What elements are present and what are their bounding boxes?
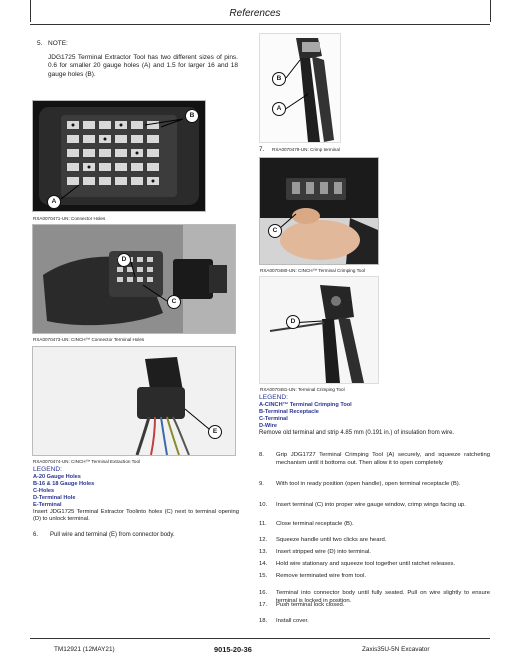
left-legend-item-c: C-Holes: [33, 488, 55, 494]
crimp-terminal-photo: [259, 33, 341, 143]
page-header-title: References: [229, 8, 281, 19]
cinch-connector-illustration: [33, 225, 235, 333]
step-number: 18.: [259, 618, 268, 624]
step-number: 17.: [259, 602, 268, 608]
left-legend-item-b: B-16 & 18 Gauge Holes: [33, 481, 95, 487]
step-number: 8.: [259, 452, 264, 458]
remove-terminal-text: Remove old terminal and strip 4.85 mm (0.191 in.) of insulation from wire.: [259, 430, 455, 436]
extraction-tool-caption: RXA0070474-UN: CINCH™ Terminal Extraction Tool: [33, 459, 141, 464]
note-number: 5.: [37, 40, 43, 47]
step-text: With tool in ready position (open handle), open terminal receptacle (B).: [276, 481, 461, 487]
step-text: Insert terminal (C) into proper wire gauge window, crimp wings facing up.: [276, 502, 466, 508]
footer-doc-id: TM12921 (12MAY21): [54, 646, 115, 653]
note-text: JDG1725 Terminal Extractor Tool has two different sizes of pins. 0.6 for smaller 20 gauge holes (A) and 1.5 for larger 16 and 18 gauge holes (B).: [48, 54, 238, 78]
step-number: 12.: [259, 537, 268, 543]
footer-divider: [30, 638, 490, 639]
footer-machine-name: Zaxis35U-5N Excavator: [362, 646, 430, 653]
step-item: [259, 537, 491, 547]
step-text: Squeeze handle until two clicks are heard.: [276, 537, 387, 543]
callout-a: A: [47, 195, 61, 209]
callout-c: C: [167, 295, 181, 309]
callout-b-crimp: B: [272, 72, 286, 86]
extraction-tool-photo: [32, 346, 236, 456]
header-divider: [30, 24, 490, 25]
callout-e: E: [208, 425, 222, 439]
step-item: [259, 549, 491, 559]
connector-holes-photo: [32, 100, 206, 212]
left-legend-item-a: A-20 Gauge Holes: [33, 474, 81, 480]
step-item: [259, 481, 491, 496]
terminal-crimping-tool-photo: [259, 276, 379, 384]
step-6-number: 6.: [33, 532, 39, 538]
left-legend-item-e: E-Terminal: [33, 502, 62, 508]
step-number: 11.: [259, 521, 267, 527]
step-6-text: Pull wire and terminal (E) from connector body.: [50, 532, 175, 538]
step-item: [259, 573, 491, 583]
callout-a-crimp: A: [272, 102, 286, 116]
step-item: [259, 521, 491, 531]
connector-holes-illustration: [33, 101, 205, 211]
crimp-terminal-illustration: [260, 34, 340, 142]
step-number: 14.: [259, 561, 268, 567]
step-text: Remove terminated wire from tool.: [276, 573, 367, 579]
step-text: Insert stripped wire (D) into terminal.: [276, 549, 371, 555]
cinch-crimping-tool-caption: RXA0070480-UN: CINCH™ Terminal Crimping Tool: [260, 268, 366, 273]
callout-d-crimp: D: [286, 315, 300, 329]
step-number: 10.: [259, 502, 268, 508]
step-item: [259, 502, 491, 517]
right-legend-item-a: A-CINCH™ Terminal Crimping Tool: [259, 402, 352, 408]
step-number: 16.: [259, 590, 268, 596]
callout-b: B: [185, 109, 199, 123]
step-number: 15.: [259, 573, 268, 579]
extraction-tool-illustration: [33, 347, 235, 455]
step-item: [259, 452, 491, 474]
step-7-number: 7.: [259, 146, 265, 153]
step-item: [259, 618, 491, 628]
step-text: Terminal into connector body until fully seated. Pull on wire slightly to ensure terminal is locked in position.: [276, 590, 490, 604]
callout-c-crimp: C: [268, 224, 282, 238]
footer-page-number: 9015-20-36: [214, 645, 252, 654]
terminal-crimping-tool-illustration: [260, 277, 378, 383]
step-text: Push terminal lock closed.: [276, 602, 345, 608]
terminal-crimping-tool-caption: RXA0070481-UN: Terminal Crimping Tool: [260, 387, 345, 392]
callout-d: D: [117, 253, 131, 267]
cinch-crimping-tool-illustration: [260, 158, 378, 264]
step-text: Close terminal receptacle (B).: [276, 521, 354, 527]
step-text: Hold wire stationary and squeeze tool together until ratchet releases.: [276, 561, 456, 567]
step-text: Grip JDG1727 Terminal Crimping Tool (A) securely, and squeeze ratcheting mechanism until it bottoms out. Then allow it to open completely: [276, 452, 490, 466]
step-item: [259, 602, 491, 612]
crimp-terminal-caption: RXA0070479-UN: Crimp terminal: [272, 147, 340, 152]
note-label: NOTE:: [48, 40, 68, 47]
step-number: 9.: [259, 481, 264, 487]
right-legend-item-d: D-Wire: [259, 423, 277, 429]
connector-holes-caption: RXA0070471-UN: Connector Holes: [33, 216, 106, 221]
insert-tool-text: Insert JDG1725 Terminal Extractor Toolinto holes (C) next to terminal opening (D) to unlock terminal.: [33, 509, 239, 523]
step-text: Install cover.: [276, 618, 309, 624]
cinch-connector-photo: [32, 224, 236, 334]
right-legend-item-b: B-Terminal Receptacle: [259, 409, 319, 415]
step-number: 13.: [259, 549, 268, 555]
cinch-crimping-tool-photo: [259, 157, 379, 265]
right-legend-item-c: C-Terminal: [259, 416, 288, 422]
cinch-connector-caption: RXA0070473-UN: CINCH™ Connector Terminal Holes: [33, 337, 145, 342]
left-legend-item-d: D-Terminal Hole: [33, 495, 76, 501]
right-legend-title: LEGEND:: [259, 394, 288, 401]
left-legend-title: LEGEND:: [33, 466, 62, 473]
